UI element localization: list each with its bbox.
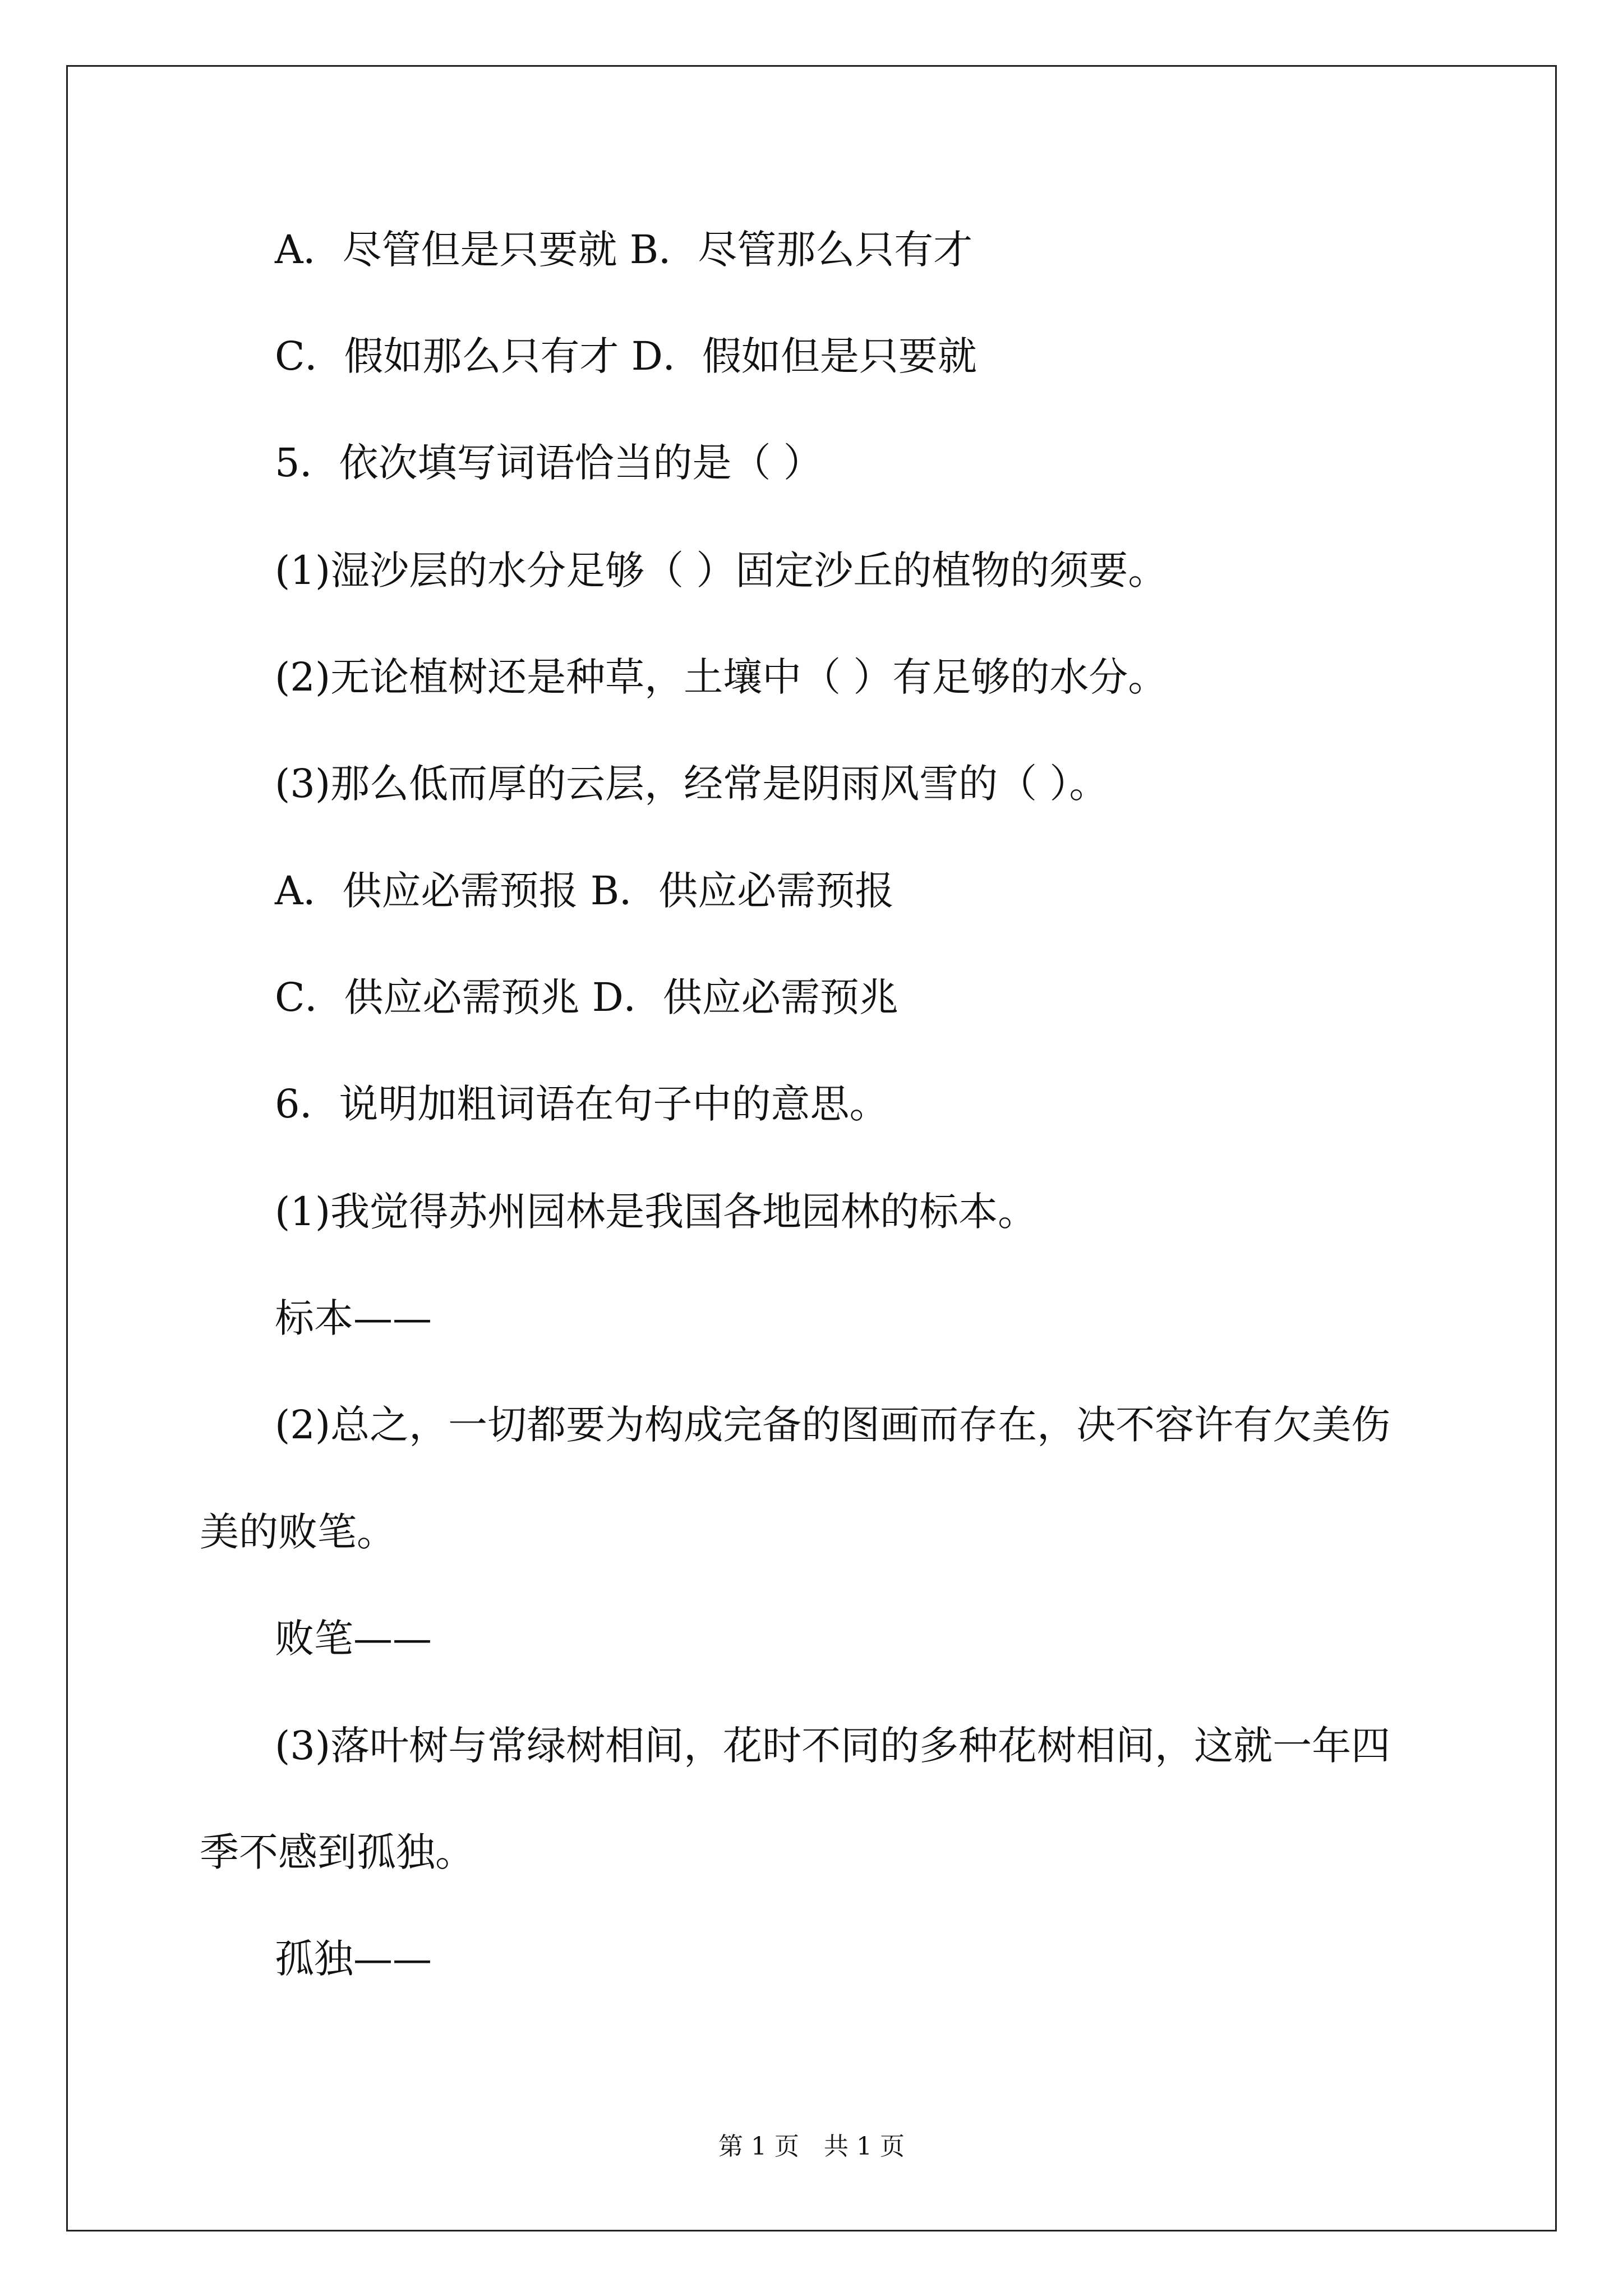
- question-6-item-3-cont: 季不感到孤独。: [200, 1829, 474, 1875]
- option-line-cd-2: C．供应必需预兆 D．供应必需预兆: [275, 974, 898, 1020]
- question-5-item-2: (2)无论植树还是种草，土壤中（ ）有足够的水分。: [275, 654, 1168, 700]
- answer-blank-biaoben: 标本——: [275, 1295, 432, 1341]
- question-5: 5．依次填写词语恰当的是（ ）: [275, 440, 823, 486]
- question-6-item-2: (2)总之，一切都要为构成完备的图画而存在，决不容许有欠美伤: [275, 1402, 1391, 1448]
- question-5-item-3: (3)那么低而厚的云层，经常是阴雨风雪的（ ）。: [275, 761, 1109, 807]
- answer-blank-baibi: 败笔——: [275, 1616, 432, 1662]
- question-6-item-1: (1)我觉得苏州园林是我国各地园林的标本。: [275, 1189, 1038, 1235]
- page-border: [66, 65, 1557, 2231]
- question-6-item-3: (3)落叶树与常绿树相间，花时不同的多种花树相间，这就一年四: [275, 1723, 1391, 1769]
- question-6-item-2-cont: 美的败笔。: [200, 1509, 396, 1555]
- question-5-item-1: (1)湿沙层的水分足够（ ）固定沙丘的植物的须要。: [275, 547, 1168, 593]
- answer-blank-gudu: 孤独——: [275, 1936, 432, 1982]
- option-line-ab-2: A．供应必需预报 B．供应必需预报: [275, 868, 895, 914]
- page-number: 第 1 页 共 1 页: [718, 2132, 905, 2161]
- option-line-cd-1: C．假如那么只有才 D．假如但是只要就: [275, 333, 977, 379]
- question-6: 6．说明加粗词语在句子中的意思。: [275, 1081, 889, 1127]
- option-line-ab-1: A．尽管但是只要就 B．尽管那么只有才: [275, 227, 973, 273]
